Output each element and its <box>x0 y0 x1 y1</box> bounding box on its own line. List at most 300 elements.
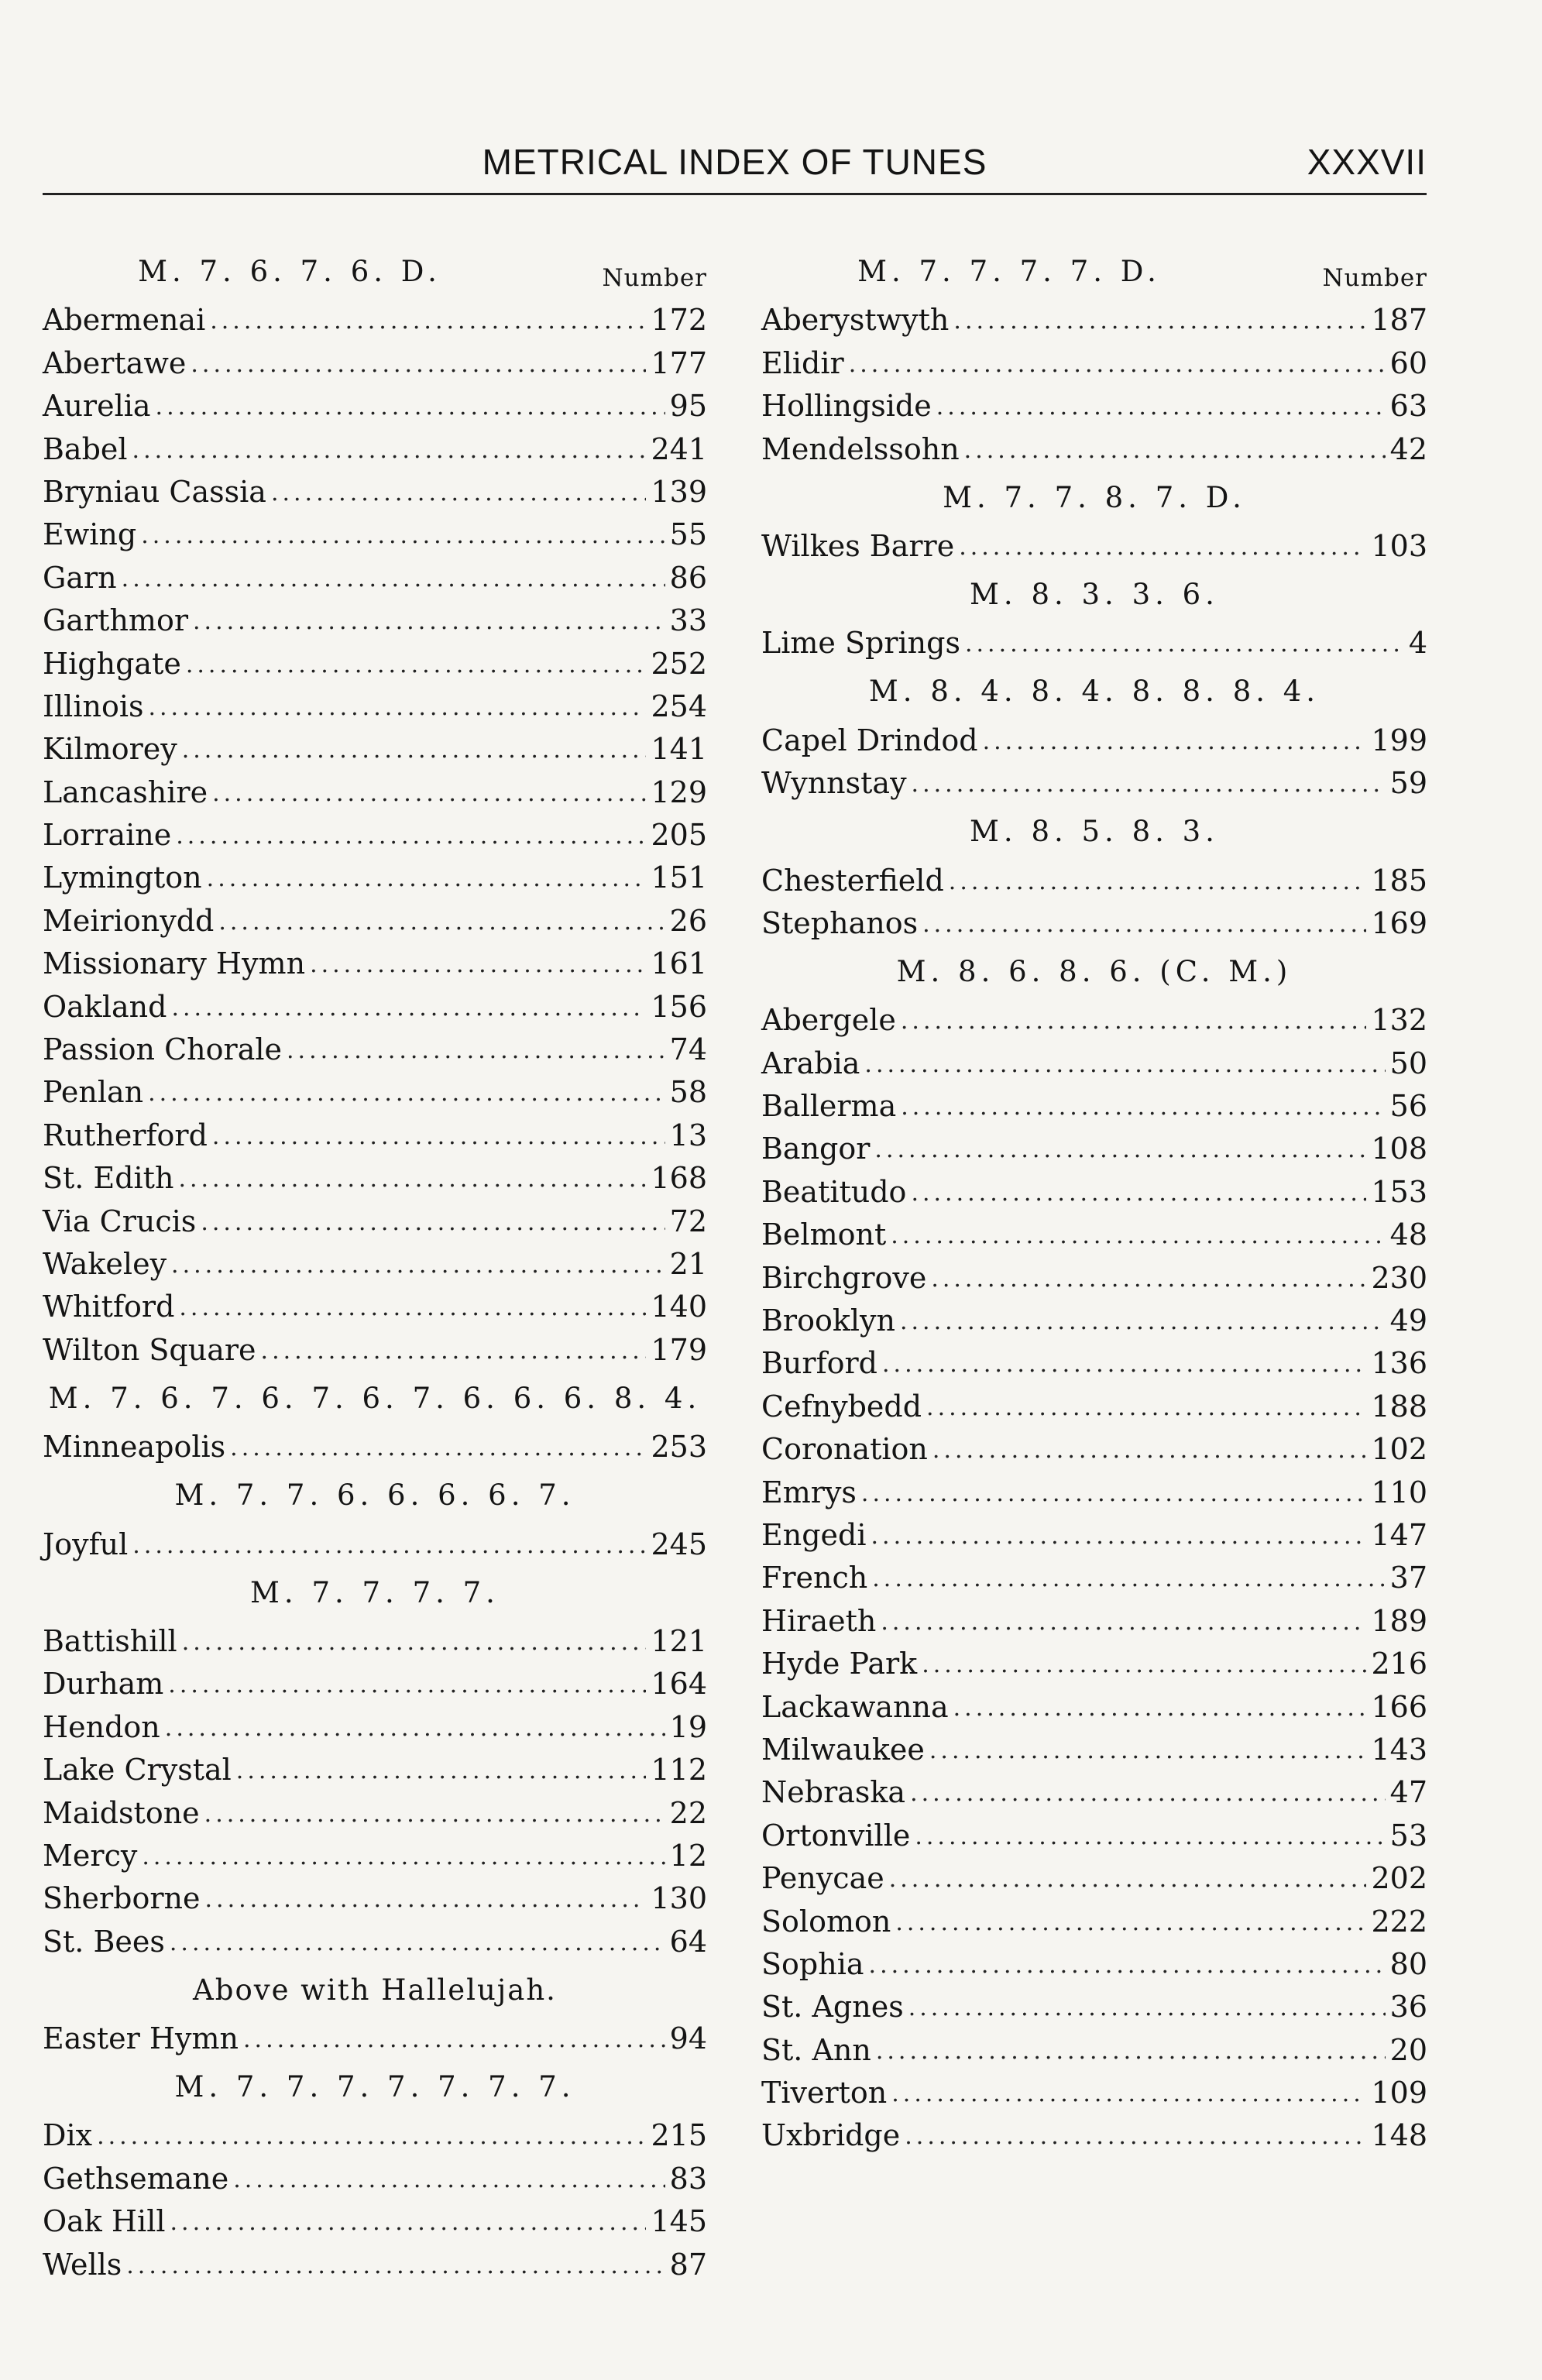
leader-dots <box>218 905 665 940</box>
tune-number: 80 <box>1389 1946 1427 1981</box>
tune-number: 63 <box>1389 389 1427 424</box>
tune-number: 103 <box>1371 528 1427 563</box>
tune-name: St. Bees <box>43 1924 165 1959</box>
tune-name: Wynnstay <box>761 766 907 801</box>
tune-name: Arabia <box>761 1046 860 1080</box>
tune-name: Bangor <box>761 1132 871 1166</box>
tune-row <box>761 339 1427 382</box>
tune-name: Oakland <box>43 989 167 1024</box>
leader-dots <box>230 1430 646 1466</box>
tune-number: 143 <box>1371 1732 1427 1767</box>
tune-number: 55 <box>669 517 707 552</box>
tune-number: 108 <box>1371 1132 1427 1166</box>
tune-name: Ewing <box>43 517 137 552</box>
tune-row <box>761 1211 1427 1254</box>
leader-dots <box>872 1561 1385 1597</box>
tune-number: 188 <box>1371 1389 1427 1424</box>
leader-dots <box>900 1304 1386 1340</box>
tune-name: Belmont <box>761 1217 887 1252</box>
tune-number: 102 <box>1371 1432 1427 1467</box>
leader-dots <box>959 530 1366 565</box>
meter-label: M. 7. 7. 6. 6. 6. 6. 7. <box>174 1478 575 1513</box>
meter-heading <box>43 1478 707 1513</box>
tune-name: Ortonville <box>761 1818 911 1853</box>
tune-row <box>761 1640 1427 1683</box>
section-gap <box>761 802 1427 812</box>
section-gap <box>761 662 1427 671</box>
tune-number: 164 <box>651 1667 707 1702</box>
tune-name: Lorraine <box>43 818 172 853</box>
tune-row <box>43 1832 707 1875</box>
leader-dots <box>179 1290 646 1326</box>
right-column <box>761 252 1427 2155</box>
tune-number: 161 <box>651 946 707 981</box>
meter-heading <box>761 815 1427 849</box>
tune-name: Elidir <box>761 345 844 380</box>
meter-heading <box>43 1973 707 2007</box>
tune-row <box>43 1197 707 1240</box>
tune-row <box>43 469 707 511</box>
tune-row <box>43 297 707 339</box>
tune-number: 13 <box>669 1118 707 1152</box>
left-column <box>43 252 707 2284</box>
tune-row <box>761 760 1427 802</box>
leader-dots <box>849 347 1386 383</box>
tune-row <box>761 523 1427 565</box>
leader-dots <box>170 2205 647 2241</box>
tune-number: 168 <box>651 1161 707 1196</box>
tune-number: 253 <box>651 1430 707 1465</box>
leader-dots <box>964 433 1386 469</box>
tune-row <box>43 1789 707 1832</box>
tune-name: Meirionydd <box>43 903 215 938</box>
tune-name: Lancashire <box>43 774 208 809</box>
leader-dots <box>193 604 665 640</box>
page-number: XXXVII <box>1307 142 1427 182</box>
meter-label: M. 8. 5. 8. 3. <box>970 815 1219 849</box>
meter-label: M. 7. 6. 7. 6. 7. 6. 7. 6. 6. 6. 8. 4. <box>48 1381 702 1415</box>
tune-row <box>761 1554 1427 1597</box>
leader-dots <box>261 1334 647 1369</box>
leader-dots <box>864 1047 1385 1083</box>
tune-row <box>43 2241 707 2283</box>
tune-row <box>761 1512 1427 1554</box>
tune-name: Garn <box>43 560 117 595</box>
leader-dots <box>168 1667 646 1703</box>
tune-number: 109 <box>1371 2076 1427 2110</box>
tune-row <box>43 983 707 1025</box>
tune-row <box>761 297 1427 339</box>
leader-dots <box>126 2248 665 2284</box>
tune-row <box>761 1125 1427 1168</box>
tune-row <box>761 1897 1427 1940</box>
tune-name: Battishill <box>43 1623 177 1658</box>
leader-dots <box>869 1948 1386 1983</box>
leader-dots <box>901 1004 1367 1039</box>
tune-name: Missionary Hymn <box>43 946 306 981</box>
tune-name: St. Edith <box>43 1161 174 1196</box>
tune-row <box>43 640 707 682</box>
tune-row <box>43 1326 707 1369</box>
tune-number: 222 <box>1371 1904 1427 1939</box>
tune-row <box>761 1426 1427 1468</box>
tune-number: 36 <box>1389 1990 1427 2025</box>
leader-dots <box>901 1090 1385 1125</box>
tune-row <box>761 1683 1427 1726</box>
tune-number: 148 <box>1371 2118 1427 2153</box>
leader-dots <box>205 1882 647 1918</box>
leader-dots <box>911 1176 1366 1211</box>
leader-dots <box>915 1819 1385 1855</box>
tune-row <box>43 1703 707 1746</box>
tune-number: 185 <box>1371 863 1427 898</box>
meter-label: M. 8. 4. 8. 4. 8. 8. 8. 4. <box>868 675 1320 709</box>
tune-number: 202 <box>1371 1861 1427 1896</box>
meter-label: M. 7. 6. 7. 6. D. <box>138 255 441 288</box>
page-header <box>43 141 1427 195</box>
tune-name: Engedi <box>761 1517 867 1552</box>
leader-dots <box>122 562 665 597</box>
tune-number: 50 <box>1389 1046 1427 1080</box>
tune-name: Illinois <box>43 689 144 723</box>
tune-row <box>43 1283 707 1326</box>
tune-row <box>43 339 707 382</box>
leader-dots <box>922 1647 1366 1683</box>
tune-name: Wells <box>43 2247 122 2282</box>
tune-name: Lymington <box>43 860 202 895</box>
tune-row <box>43 383 707 425</box>
leader-dots <box>212 1119 665 1155</box>
leader-dots <box>936 390 1386 425</box>
meter-label: M. 8. 3. 3. 6. <box>970 577 1219 611</box>
tune-name: Lake Crystal <box>43 1753 232 1788</box>
section-gap <box>761 565 1427 575</box>
tune-row <box>761 1340 1427 1382</box>
leader-dots <box>861 1476 1367 1512</box>
tune-name: Stephanos <box>761 905 919 940</box>
section-gap <box>43 1961 707 1970</box>
tune-name: Capel Drindod <box>761 723 978 757</box>
meter-heading <box>43 1576 707 1610</box>
tune-name: Hendon <box>43 1709 160 1744</box>
leader-dots <box>953 1691 1367 1726</box>
meter-label: M. 7. 7. 8. 7. D. <box>943 480 1246 514</box>
tune-name: Garthmor <box>43 603 188 638</box>
tune-number: 189 <box>1371 1603 1427 1638</box>
leader-dots <box>243 2022 665 2058</box>
tune-name: Maidstone <box>43 1795 200 1830</box>
tune-name: Penycae <box>761 1861 884 1896</box>
leader-dots <box>207 861 647 897</box>
leader-dots <box>191 347 646 383</box>
tune-number: 153 <box>1371 1174 1427 1209</box>
tune-name: St. Ann <box>761 2032 871 2067</box>
tune-number: 141 <box>651 732 707 767</box>
tune-row <box>43 1661 707 1703</box>
tune-name: Minneapolis <box>43 1430 226 1465</box>
leader-dots <box>287 1033 665 1069</box>
leader-dots <box>881 1605 1366 1640</box>
leader-dots <box>912 767 1386 802</box>
tune-row <box>43 425 707 468</box>
leader-dots <box>182 733 647 768</box>
tune-name: Bryniau Cassia <box>43 474 266 509</box>
tune-name: Hyde Park <box>761 1647 918 1681</box>
leader-dots <box>932 1433 1367 1468</box>
tune-number: 199 <box>1371 723 1427 757</box>
leader-dots <box>926 1390 1366 1426</box>
tune-name: Via Crucis <box>43 1204 197 1238</box>
tune-number: 145 <box>651 2204 707 2239</box>
tune-name: Nebraska <box>761 1775 906 1810</box>
tune-number: 59 <box>1389 766 1427 801</box>
tune-row <box>761 1855 1427 1897</box>
tune-number: 19 <box>669 1709 707 1744</box>
meter-heading <box>43 1382 707 1416</box>
number-column-label: Number <box>602 264 707 292</box>
tune-row <box>43 1875 707 1918</box>
tune-number: 156 <box>651 989 707 1024</box>
meter-label: M. 7. 7. 7. 7. D. <box>857 255 1161 288</box>
tune-number: 22 <box>669 1795 707 1830</box>
tune-number: 26 <box>669 903 707 938</box>
tune-number: 64 <box>669 1924 707 1959</box>
tune-number: 20 <box>1389 2032 1427 2067</box>
tune-name: Kilmorey <box>43 732 177 767</box>
tune-number: 172 <box>651 303 707 338</box>
tune-name: Babel <box>43 431 128 466</box>
leader-dots <box>97 2119 646 2155</box>
leader-dots <box>905 2119 1366 2155</box>
meter-label: M. 7. 7. 7. 7. <box>250 1575 500 1609</box>
leader-dots <box>170 1925 665 1961</box>
tune-name: Ballerma <box>761 1089 897 1124</box>
meter-heading <box>761 578 1427 612</box>
tune-name: French <box>761 1561 868 1595</box>
header-rule <box>43 193 1427 195</box>
tune-number: 129 <box>651 774 707 809</box>
tune-row <box>761 1812 1427 1854</box>
tune-number: 179 <box>651 1332 707 1367</box>
leader-dots <box>922 907 1366 943</box>
tune-name: Milwaukee <box>761 1732 925 1767</box>
tune-row <box>43 1069 707 1111</box>
leader-dots <box>132 1528 646 1564</box>
tune-number: 60 <box>1389 345 1427 380</box>
leader-dots <box>910 1776 1386 1812</box>
tune-row <box>43 2112 707 2155</box>
tune-row <box>761 1726 1427 1769</box>
tune-row <box>43 2155 707 2197</box>
tune-row <box>761 425 1427 468</box>
tune-row <box>43 597 707 640</box>
tune-name: St. Agnes <box>761 1990 904 2025</box>
leader-dots <box>889 1862 1367 1897</box>
tune-row <box>43 812 707 854</box>
leader-dots <box>156 390 665 425</box>
tune-row <box>43 854 707 897</box>
tune-name: Cefnybedd <box>761 1389 922 1424</box>
leader-dots <box>171 991 646 1026</box>
tune-row <box>761 1039 1427 1082</box>
tune-row <box>43 1424 707 1466</box>
tune-name: Durham <box>43 1667 164 1702</box>
leader-dots <box>165 1711 665 1746</box>
tune-number: 47 <box>1389 1775 1427 1810</box>
tune-number: 21 <box>669 1246 707 1281</box>
tune-number: 252 <box>651 646 707 681</box>
leader-dots <box>178 1162 646 1197</box>
tune-name: Whitford <box>43 1290 175 1324</box>
tune-row <box>761 383 1427 425</box>
tune-name: Hollingside <box>761 389 932 424</box>
tune-row <box>761 2069 1427 2112</box>
leader-dots <box>236 1753 647 1789</box>
leader-dots <box>931 1262 1366 1297</box>
meter-label: Above with Hallelujah. <box>193 1973 557 2007</box>
leader-dots <box>882 1347 1366 1382</box>
leader-dots <box>949 864 1367 900</box>
tune-number: 12 <box>669 1838 707 1873</box>
meter-heading <box>761 481 1427 515</box>
tune-number: 215 <box>651 2118 707 2153</box>
tune-row <box>761 2026 1427 2069</box>
tune-row <box>761 716 1427 759</box>
tune-name: Emrys <box>761 1475 857 1509</box>
tune-number: 49 <box>1389 1303 1427 1338</box>
tune-number: 216 <box>1371 1647 1427 1681</box>
tune-name: Passion Chorale <box>43 1032 282 1067</box>
tune-number: 121 <box>651 1623 707 1658</box>
tune-name: Mendelssohn <box>761 431 960 466</box>
tune-row <box>761 1983 1427 2026</box>
tune-name: Rutherford <box>43 1118 208 1152</box>
leader-dots <box>171 1248 665 1283</box>
tune-name: Sherborne <box>43 1881 201 1916</box>
tune-number: 4 <box>1408 626 1427 661</box>
tune-row <box>43 1746 707 1789</box>
meter-heading <box>43 2070 707 2104</box>
tune-number: 130 <box>651 1881 707 1916</box>
tune-name: Mercy <box>43 1838 138 1873</box>
tune-row <box>43 2198 707 2241</box>
tune-number: 205 <box>651 818 707 853</box>
section-gap <box>43 1466 707 1475</box>
tune-row <box>43 554 707 596</box>
tune-row <box>761 620 1427 662</box>
meter-heading <box>43 255 707 292</box>
tune-number: 187 <box>1371 303 1427 338</box>
tune-name: Joyful <box>43 1527 129 1561</box>
leader-dots <box>233 2162 665 2198</box>
tune-name: Solomon <box>761 1904 891 1939</box>
tune-row <box>43 1520 707 1563</box>
tune-name: Wilton Square <box>43 1332 256 1367</box>
tune-row <box>43 768 707 811</box>
tune-row <box>43 2015 707 2058</box>
meter-heading <box>761 955 1427 989</box>
tune-number: 112 <box>651 1753 707 1788</box>
tune-row <box>43 1111 707 1154</box>
tune-name: Sophia <box>761 1946 864 1981</box>
leader-dots <box>895 1905 1366 1941</box>
tune-row <box>761 997 1427 1039</box>
tune-number: 147 <box>1371 1517 1427 1552</box>
section-gap <box>43 1369 707 1379</box>
leader-dots <box>953 304 1366 339</box>
tune-row <box>761 857 1427 899</box>
tune-number: 94 <box>669 2021 707 2056</box>
tune-row <box>43 1618 707 1661</box>
leader-dots <box>176 819 646 854</box>
leader-dots <box>983 724 1367 760</box>
tune-number: 72 <box>669 1204 707 1238</box>
leader-dots <box>204 1797 665 1832</box>
tune-row <box>761 1941 1427 1983</box>
tune-number: 56 <box>1389 1089 1427 1124</box>
tune-row <box>43 1241 707 1283</box>
tune-name: Hiraeth <box>761 1603 877 1638</box>
tune-name: Penlan <box>43 1075 144 1110</box>
tune-name: Abermenai <box>43 303 206 338</box>
tune-name: Easter Hymn <box>43 2021 239 2056</box>
tune-name: Lime Springs <box>761 626 960 661</box>
tune-name: Birchgrove <box>761 1260 927 1295</box>
tune-name: Tiverton <box>761 2076 888 2110</box>
tune-row <box>43 1918 707 1960</box>
tune-row <box>761 900 1427 943</box>
tune-name: Gethsemane <box>43 2161 229 2196</box>
tune-name: Chesterfield <box>761 863 944 898</box>
leader-dots <box>965 627 1399 662</box>
leader-dots <box>271 476 647 511</box>
leader-dots <box>310 947 646 983</box>
leader-dots <box>876 2034 1386 2069</box>
tune-name: Abertawe <box>43 345 187 380</box>
tune-number: 132 <box>1371 1003 1427 1038</box>
tune-number: 58 <box>669 1075 707 1110</box>
leader-dots <box>871 1519 1367 1554</box>
tune-number: 245 <box>651 1527 707 1561</box>
leader-dots <box>182 1625 647 1661</box>
leader-dots <box>891 2076 1366 2112</box>
tune-row <box>761 1468 1427 1511</box>
tune-number: 254 <box>651 689 707 723</box>
meter-heading <box>761 255 1427 292</box>
leader-dots <box>212 776 646 812</box>
tune-number: 48 <box>1389 1217 1427 1252</box>
tune-number: 37 <box>1389 1561 1427 1595</box>
tune-row <box>761 1297 1427 1340</box>
tune-name: Aberystwyth <box>761 303 950 338</box>
tune-row <box>761 2112 1427 2155</box>
tune-number: 177 <box>651 345 707 380</box>
tune-row <box>43 683 707 726</box>
meter-label: M. 7. 7. 7. 7. 7. 7. 7. <box>174 2070 575 2104</box>
tune-name: Lackawanna <box>761 1689 949 1724</box>
tune-name: Highgate <box>43 646 181 681</box>
tune-number: 83 <box>669 2161 707 2196</box>
tune-number: 139 <box>651 474 707 509</box>
tune-row <box>761 1597 1427 1640</box>
leader-dots <box>929 1733 1367 1769</box>
tune-number: 53 <box>1389 1818 1427 1853</box>
leader-dots <box>148 690 646 726</box>
tune-name: Abergele <box>761 1003 896 1038</box>
tune-row <box>43 726 707 768</box>
tune-number: 241 <box>651 431 707 466</box>
leader-dots <box>142 1839 665 1875</box>
